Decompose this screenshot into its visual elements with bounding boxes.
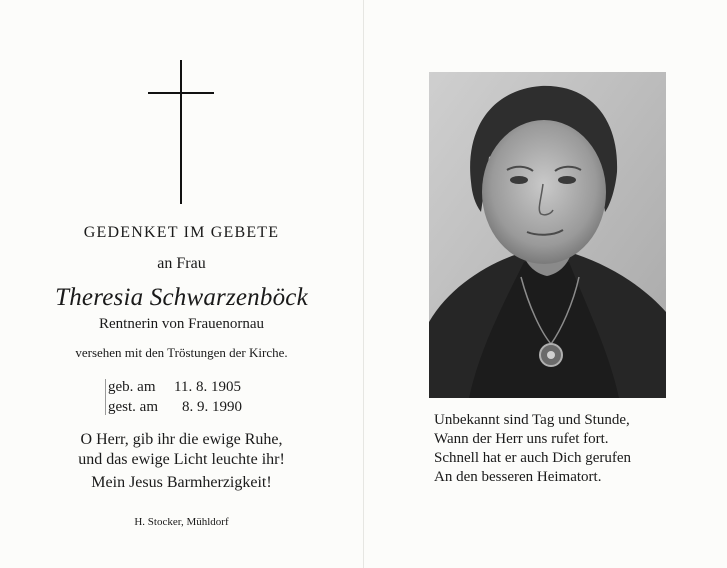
prayer-line-2: und das ewige Licht leuchte ihr! xyxy=(78,451,285,468)
death-date: 8. 9. 1990 xyxy=(182,399,242,415)
portrait-illustration xyxy=(429,72,666,398)
fold-line xyxy=(363,0,364,568)
portrait-photo xyxy=(429,72,666,398)
verse-line-2: Wann der Herr uns rufet fort. xyxy=(434,431,609,447)
occupation: Rentnerin von Frauenornau xyxy=(99,316,264,332)
birth-label: geb. am xyxy=(108,379,156,395)
birth-date: 11. 8. 1905 xyxy=(174,379,241,395)
memorial-verse xyxy=(434,411,631,487)
salutation: an Frau xyxy=(157,255,206,272)
death-row xyxy=(108,397,242,417)
birth-row xyxy=(108,377,242,397)
dates-divider xyxy=(105,379,106,415)
verse-line-3: Schnell hat er auch Dich gerufen xyxy=(434,450,631,466)
death-label: gest. am xyxy=(108,399,158,415)
prayer xyxy=(0,430,363,470)
mercy-invocation: Mein Jesus Barmherzigkeit! xyxy=(91,474,272,491)
verse-line-4: An den besseren Heimatort. xyxy=(434,469,602,485)
deceased-name: Theresia Schwarzenböck xyxy=(55,284,308,311)
headline: GEDENKET IM GEBETE xyxy=(83,224,280,241)
prayer-line-1: O Herr, gib ihr die ewige Ruhe, xyxy=(80,431,283,448)
cross-icon xyxy=(148,60,214,204)
printer-credit: H. Stocker, Mühldorf xyxy=(134,516,229,528)
life-dates xyxy=(108,377,242,417)
verse-line-1: Unbekannt sind Tag und Stunde, xyxy=(434,412,630,428)
sacraments-note: versehen mit den Tröstungen der Kirche. xyxy=(75,345,288,360)
